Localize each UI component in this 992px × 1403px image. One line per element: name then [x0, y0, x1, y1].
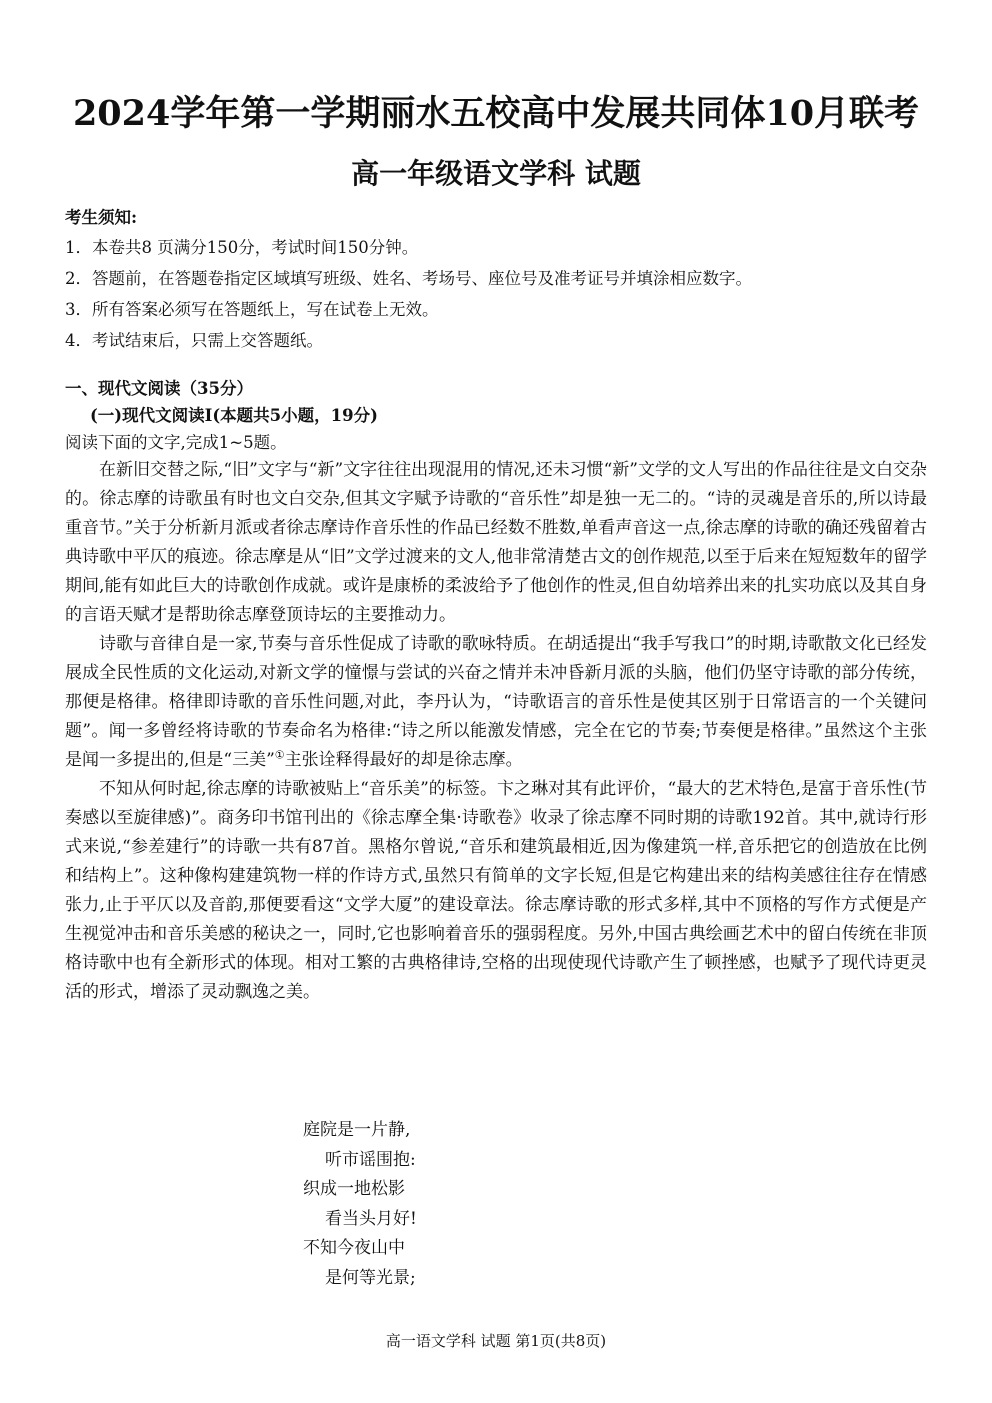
- poem-line: 看当头月好!: [325, 1208, 417, 1229]
- poem-line: 听市谣围抱:: [325, 1149, 416, 1170]
- reading-passage: [65, 456, 927, 1007]
- reading-instruction: 阅读下面的文字,完成1~5题。: [65, 433, 287, 452]
- exam-subtitle: 高一年级语文学科 试题: [351, 157, 641, 190]
- section-heading: 一、现代文阅读（35分）: [65, 379, 253, 398]
- passage-paragraph: 不知从何时起,徐志摩的诗歌被贴上“音乐美”的标签。卞之琳对其有此评价，“最大的艺术特色,是富于音乐性(节奏感以至旋律感)”。商务印书馆刊出的《徐志摩全集·诗歌卷》收录了徐志摩不同时期的诗歌192首。其中,就诗行形式来说,“参差建行”的诗歌一共有87首。黑格尔曾说,“音乐和建筑最相近,因为像建筑一样,音乐把它的创造放在比例和结构上”。这种像构建建筑物一样的作诗方式,虽然只有简单的文字长短,但是它构建出来的结构美感往往存在情感张力,止于平仄以及音韵,那便要看这“文学大厦”的建设章法。徐志摩诗歌的形式多样,其中不顶格的写作方式便是产生视觉冲击和音乐美感的秘诀之一，同时,它也影响着音乐的强弱程度。另外,中国古典绘画艺术中的留白传统在非顶格诗歌中也有全新形式的体现。相对工繁的古典格律诗,空格的出现使现代诗歌产生了顿挫感，也赋予了现代诗更灵活的形式，增添了灵动飘逸之美。: [65, 779, 927, 1002]
- section-header: [65, 375, 935, 456]
- exam-title: 2024学年第一学期丽水五校高中发展共同体10月联考: [72, 93, 920, 134]
- candidate-notice: [65, 203, 945, 356]
- poem-line: 庭院是一片静,: [303, 1120, 411, 1140]
- poem-line: 是何等光景;: [325, 1267, 416, 1288]
- poem-excerpt: [303, 1116, 417, 1293]
- notice-item: 3．所有答案必须写在答题纸上，写在试卷上无效。: [65, 300, 439, 319]
- notice-item: 4．考试结束后，只需上交答题纸。: [65, 331, 323, 350]
- poem-line: 不知今夜山中: [303, 1238, 405, 1258]
- passage-text: 主张诠释得最好的却是徐志摩。: [284, 750, 523, 770]
- footnote-marker: ①: [274, 748, 285, 762]
- notice-heading: 考生须知:: [65, 208, 138, 227]
- notice-item: 2．答题前，在答题卷指定区域填写班级、姓名、考场号、座位号及准考证号并填涂相应数字。: [65, 269, 752, 288]
- page-footer: 高一语文学科 试题 第1页(共8页): [385, 1332, 607, 1350]
- notice-item: 1．本卷共8 页满分150分，考试时间150分钟。: [65, 238, 419, 257]
- passage-text: 诗歌与音律自是一家,节奏与音乐性促成了诗歌的歌咏特质。在胡适提出“我手写我口”的时期,诗歌散文化已经发展成全民性质的文化运动,对新文学的憧憬与尝试的兴奋之情并未冲昏新月派的头脑，他们仍坚守诗歌的部分传统，那便是格律。格律即诗歌的音乐性问题,对此，李丹认为，“诗歌语言的音乐性是使其区别于日常语言的一个关键问题”。闻一多曾经将诗歌的节奏命名为格律:“诗之所以能激发情感，完全在它的节奏;节奏便是格律。”虽然这个主张是闻一多提出的,但是“三美”: [65, 634, 927, 770]
- passage-paragraph: [65, 630, 927, 775]
- passage-paragraph: 在新旧交替之际,“旧”文字与“新”文字往往出现混用的情况,还未习惯“新”文学的文人写出的作品往往是文白交杂的。徐志摩的诗歌虽有时也文白交杂,但其文字赋予诗歌的“音乐性”却是独一无二的。“诗的灵魂是音乐的,所以诗最重音节。”关于分析新月派或者徐志摩诗作音乐性的作品已经数不胜数,单看声音这一点,徐志摩的诗歌的确还残留着古典诗歌中平仄的痕迹。徐志摩是从“旧”文学过渡来的文人,他非常清楚古文的创作规范,以至于后来在短短数年的留学期间,能有如此巨大的诗歌创作成就。或许是康桥的柔波给予了他创作的性灵,但自幼培养出来的扎实功底以及其自身的言语天赋才是帮助徐志摩登顶诗坛的主要推动力。: [65, 460, 927, 625]
- section-subheading: (一)现代文阅读Ⅰ(本题共5小题，19分): [90, 406, 378, 425]
- poem-line: 织成一地松影: [303, 1179, 405, 1199]
